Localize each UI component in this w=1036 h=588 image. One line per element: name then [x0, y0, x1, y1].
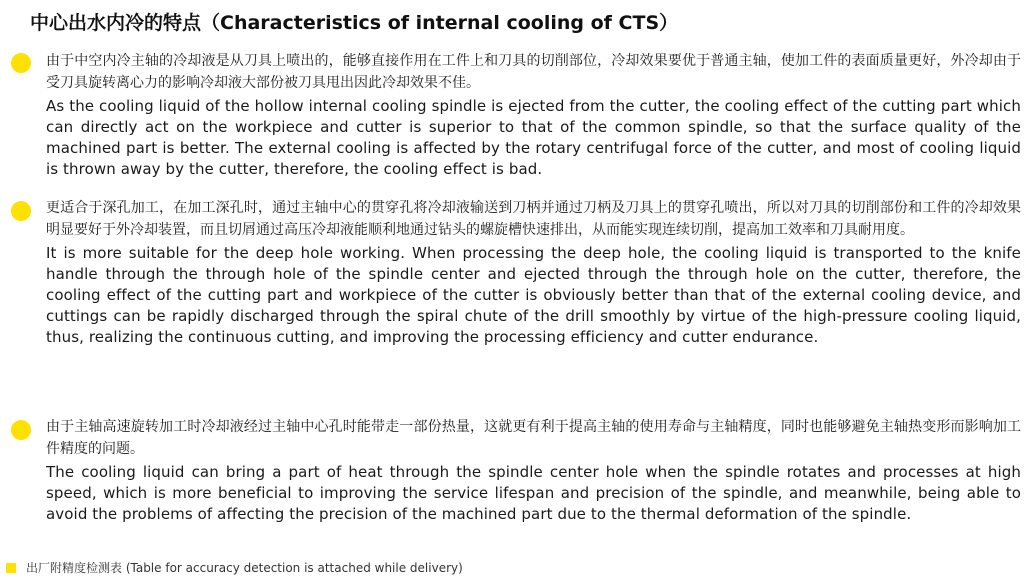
feature-section-2 [46, 197, 1021, 348]
feature-section-3 [46, 416, 1021, 525]
page-title: 中心出水内冷的特点（Characteristics of internal cooling of CTS） [30, 12, 679, 34]
footer-text: 出厂附精度检测表 (Table for accuracy detection is attached while delivery) [26, 561, 463, 575]
section-1-english-text: As the cooling liquid of the hollow internal cooling spindle is ejected from the cutter, the cooling effect of the cutting part which can directly act on the workpiece and cutter is superior to that of the common spindle, so that the surface quality of the machined part is better. The external cooling is affected by the rotary centrifugal force of the cutter, and most of cooling liquid is thrown away by the cutter, therefore, the cooling effect is bad. [46, 97, 1021, 178]
section-2-english-text: It is more suitable for the deep hole working. When processing the deep hole, the cooling liquid is transported to the knife handle through the through hole of the spindle center and ejected through the through hole on the cutter, therefore, the cooling effect of the cutting part and workpiece of the cutter is obviously better than that of the external cooling device, and cuttings can be rapidly discharged through the spiral chute of the drill smoothly by virtue of the high-pressure cooling liquid, thus, realizing the continuous cutting, and improving the processing efficiency and cutter endurance. [46, 244, 1021, 346]
section-1-chinese-text: 由于中空内冷主轴的冷却液是从刀具上喷出的，能够直接作用在工件上和刀具的切削部位，冷却效果要优于普通主轴，使加工件的表面质量更好，外冷却由于受刀具旋转离心力的影响冷却液大部份被刀具甩出因此冷却效果不佳。 [46, 53, 1021, 91]
section-2-chinese-text: 更适合于深孔加工，在加工深孔时，通过主轴中心的贯穿孔将冷却液输送到刀柄并通过刀柄及刀具上的贯穿孔喷出，所以对刀具的切削部份和工件的冷却效果明显要好于外冷却装置，而且切屑通过高压冷却液能顺利地通过钻头的螺旋槽快速排出，从而能实现连续切削，提高加工效率和刀具耐用度。 [46, 200, 1021, 238]
square-marker-icon [6, 563, 16, 573]
bullet-dot-icon [11, 201, 31, 221]
footer-note [6, 559, 463, 576]
section-3-chinese-text: 由于主轴高速旋转加工时冷却液经过主轴中心孔时能带走一部份热量，这就更有利于提高主轴的使用寿命与主轴精度，同时也能够避免主轴热变形而影响加工件精度的问题。 [46, 419, 1021, 457]
feature-section-1 [46, 50, 1021, 180]
bullet-dot-icon [11, 53, 31, 73]
bullet-dot-icon [11, 420, 31, 440]
section-3-english-text: The cooling liquid can bring a part of heat through the spindle center hole when the spindle rotates and processes at high speed, which is more beneficial to improving the service lifespan and precision of the spindle, and meanwhile, being able to avoid the problems of affecting the precision of the machined part due to the thermal deformation of the spindle. [46, 463, 1021, 523]
